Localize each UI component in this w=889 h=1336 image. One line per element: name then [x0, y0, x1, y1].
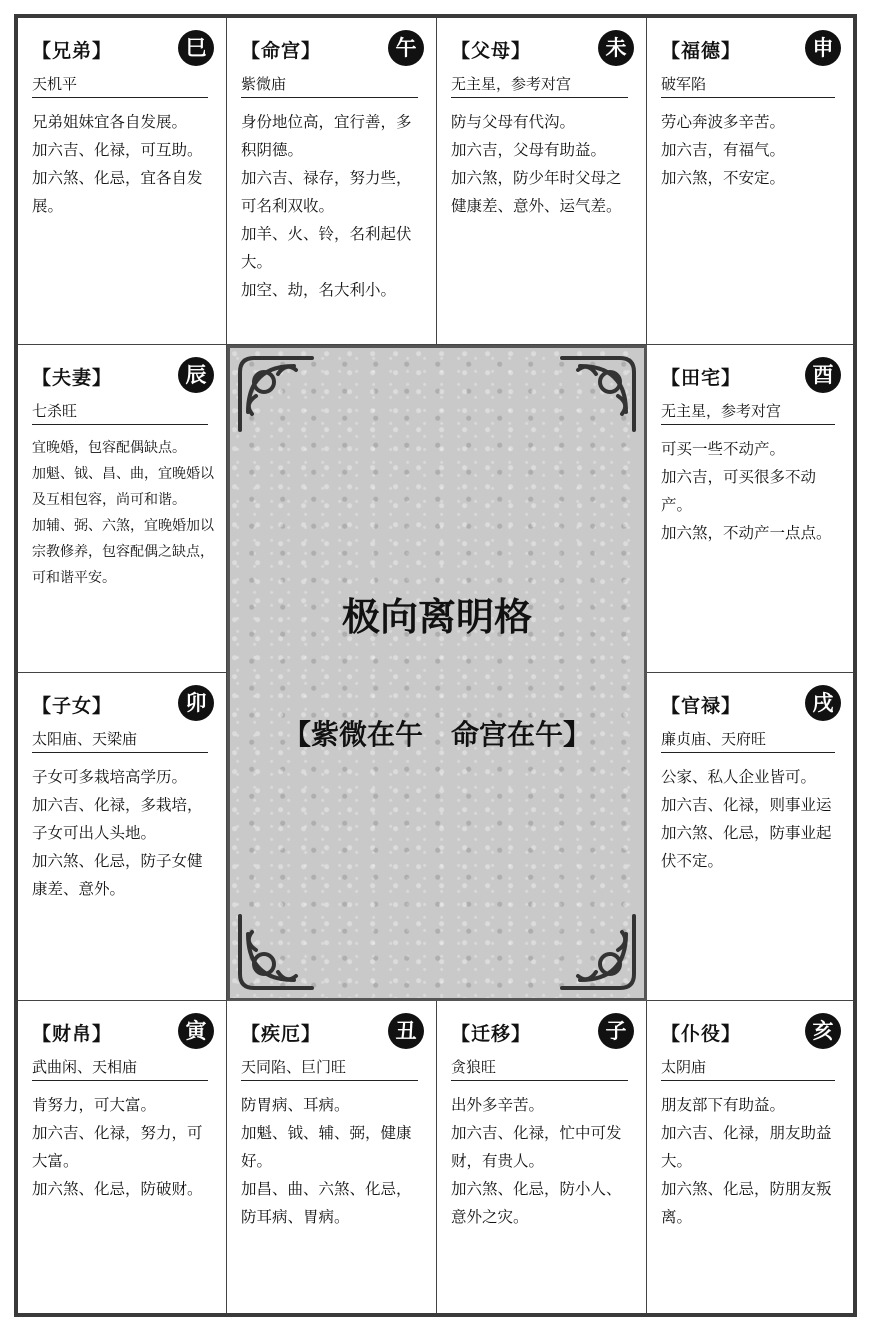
- earthly-branch-badge: 丑: [388, 1013, 424, 1049]
- earthly-branch-badge: 卯: [178, 685, 214, 721]
- palace-description: [241, 108, 424, 304]
- palace-stars: 天同陷、巨门旺: [241, 1056, 418, 1081]
- palace-stars: 武曲闲、天相庙: [32, 1056, 208, 1081]
- desc-line: 加六吉、化禄，可互助。: [32, 141, 203, 159]
- palace-xiongdi: [18, 18, 227, 345]
- desc-line: 身份地位高，宜行善，多积阴德。: [241, 113, 412, 159]
- chart-pattern-subtitle: 【紫微在午 命宫在午】: [282, 718, 591, 751]
- corner-ornament-icon: [556, 910, 640, 994]
- desc-line: 加魁、钺、辅、弼，健康好。: [241, 1124, 412, 1170]
- desc-line: 加六吉、化禄，努力，可大富。: [32, 1124, 203, 1170]
- palace-minggong: [227, 18, 437, 345]
- desc-line: 加六煞、化忌，宜各自发展。: [32, 169, 203, 215]
- palace-description: [32, 763, 214, 903]
- desc-line: 加六煞、化忌，防子女健康差、意外。: [32, 852, 203, 898]
- earthly-branch-badge: 辰: [178, 357, 214, 393]
- earthly-branch-badge: 戌: [805, 685, 841, 721]
- desc-line: 加六吉，有福气。: [661, 141, 786, 159]
- desc-line: 加六煞、化忌，防小人、意外之灾。: [451, 1180, 622, 1226]
- palace-name: 【迁移】: [451, 1023, 532, 1045]
- palace-description: [661, 1091, 841, 1231]
- earthly-branch-badge: 巳: [178, 30, 214, 66]
- desc-line: 加六吉、禄存，努力些，可名利双收。: [241, 169, 412, 215]
- center-panel: [227, 345, 647, 1001]
- palace-description: [32, 108, 214, 220]
- palace-name: 【财帛】: [32, 1023, 113, 1045]
- palace-description: [661, 763, 841, 875]
- earthly-branch-badge: 午: [388, 30, 424, 66]
- palace-description: [241, 1091, 424, 1231]
- palace-stars: 无主星，参考对宫: [451, 73, 628, 98]
- palace-name: 【福德】: [661, 40, 742, 62]
- palace-stars: 贪狼旺: [451, 1056, 628, 1081]
- corner-ornament-icon: [234, 910, 318, 994]
- palace-stars: 紫微庙: [241, 73, 418, 98]
- palace-name: 【疾厄】: [241, 1023, 322, 1045]
- desc-line: 加魁、钺、昌、曲，宜晚婚以及互相包容，尚可和谐。: [32, 466, 214, 508]
- palace-description: [32, 435, 214, 591]
- desc-line: 子女可多栽培高学历。: [32, 768, 188, 786]
- desc-line: 加六吉、化禄，朋友助益大。: [661, 1124, 832, 1170]
- ziwei-chart: [14, 14, 857, 1317]
- desc-line: 加六吉，可买很多不动产。: [661, 468, 817, 514]
- desc-line: 加羊、火、铃，名利起伏大。: [241, 225, 412, 271]
- palace-zinv: [18, 673, 227, 1001]
- desc-line: 兄弟姐妹宜各自发展。: [32, 113, 188, 131]
- earthly-branch-badge: 申: [805, 30, 841, 66]
- palace-puyi: [647, 1001, 853, 1313]
- palace-description: [451, 108, 634, 220]
- palace-qianyi: [437, 1001, 647, 1313]
- desc-line: 加空、劫，名大利小。: [241, 281, 397, 299]
- corner-ornament-icon: [556, 352, 640, 436]
- desc-line: 加六煞、化忌，防朋友叛离。: [661, 1180, 832, 1226]
- desc-line: 加六吉、化禄，多栽培，子女可出人头地。: [32, 796, 203, 842]
- desc-line: 防与父母有代沟。: [451, 113, 576, 131]
- desc-line: 加六煞，防少年时父母之健康差、意外、运气差。: [451, 169, 622, 215]
- palace-name: 【仆役】: [661, 1023, 742, 1045]
- desc-line: 宜晚婚，包容配偶缺点。: [32, 440, 186, 456]
- palace-stars: 破军陷: [661, 73, 835, 98]
- desc-line: 出外多辛苦。: [451, 1096, 545, 1114]
- earthly-branch-badge: 寅: [178, 1013, 214, 1049]
- palace-guanlu: [647, 673, 853, 1001]
- corner-ornament-icon: [234, 352, 318, 436]
- palace-stars: 太阳庙、天梁庙: [32, 728, 208, 753]
- palace-description: [451, 1091, 634, 1231]
- desc-line: 劳心奔波多辛苦。: [661, 113, 786, 131]
- desc-line: 公家、私人企业皆可。: [661, 768, 817, 786]
- palace-description: [661, 108, 841, 192]
- chart-pattern-title: 极向离明格: [341, 594, 532, 639]
- palace-name: 【子女】: [32, 695, 113, 717]
- palace-stars: 廉贞庙、天府旺: [661, 728, 835, 753]
- desc-line: 加六煞，不安定。: [661, 169, 786, 187]
- palace-stars: 天机平: [32, 73, 208, 98]
- desc-line: 加辅、弼、六煞，宜晚婚加以宗教修养，包容配偶之缺点，可和谐平安。: [32, 518, 214, 586]
- palace-name: 【夫妻】: [32, 367, 113, 389]
- palace-tianzhai: [647, 345, 853, 673]
- earthly-branch-badge: 酉: [805, 357, 841, 393]
- earthly-branch-badge: 亥: [805, 1013, 841, 1049]
- desc-line: 肯努力，可大富。: [32, 1096, 157, 1114]
- palace-description: [661, 435, 841, 547]
- palace-description: [32, 1091, 214, 1203]
- palace-stars: 七杀旺: [32, 400, 208, 425]
- desc-line: 加六吉、化禄，则事业运加六煞、化忌，防事业起伏不定。: [661, 796, 832, 870]
- palace-name: 【父母】: [451, 40, 532, 62]
- desc-line: 加六吉，父母有助益。: [451, 141, 607, 159]
- desc-line: 防胃病、耳病。: [241, 1096, 350, 1114]
- desc-line: 可买一些不动产。: [661, 440, 786, 458]
- palace-name: 【兄弟】: [32, 40, 113, 62]
- palace-fude: [647, 18, 853, 345]
- palace-stars: 无主星，参考对宫: [661, 400, 835, 425]
- palace-name: 【官禄】: [661, 695, 742, 717]
- desc-line: 加昌、曲、六煞、化忌，防耳病、胃病。: [241, 1180, 412, 1226]
- palace-fuqi: [18, 345, 227, 673]
- palace-caibo: [18, 1001, 227, 1313]
- earthly-branch-badge: 子: [598, 1013, 634, 1049]
- palace-fumu: [437, 18, 647, 345]
- palace-name: 【命宫】: [241, 40, 322, 62]
- palace-name: 【田宅】: [661, 367, 742, 389]
- desc-line: 加六煞、化忌，防破财。: [32, 1180, 203, 1198]
- palace-jie: [227, 1001, 437, 1313]
- earthly-branch-badge: 未: [598, 30, 634, 66]
- desc-line: 加六吉、化禄，忙中可发财，有贵人。: [451, 1124, 622, 1170]
- desc-line: 加六煞，不动产一点点。: [661, 524, 832, 542]
- desc-line: 朋友部下有助益。: [661, 1096, 786, 1114]
- palace-stars: 太阴庙: [661, 1056, 835, 1081]
